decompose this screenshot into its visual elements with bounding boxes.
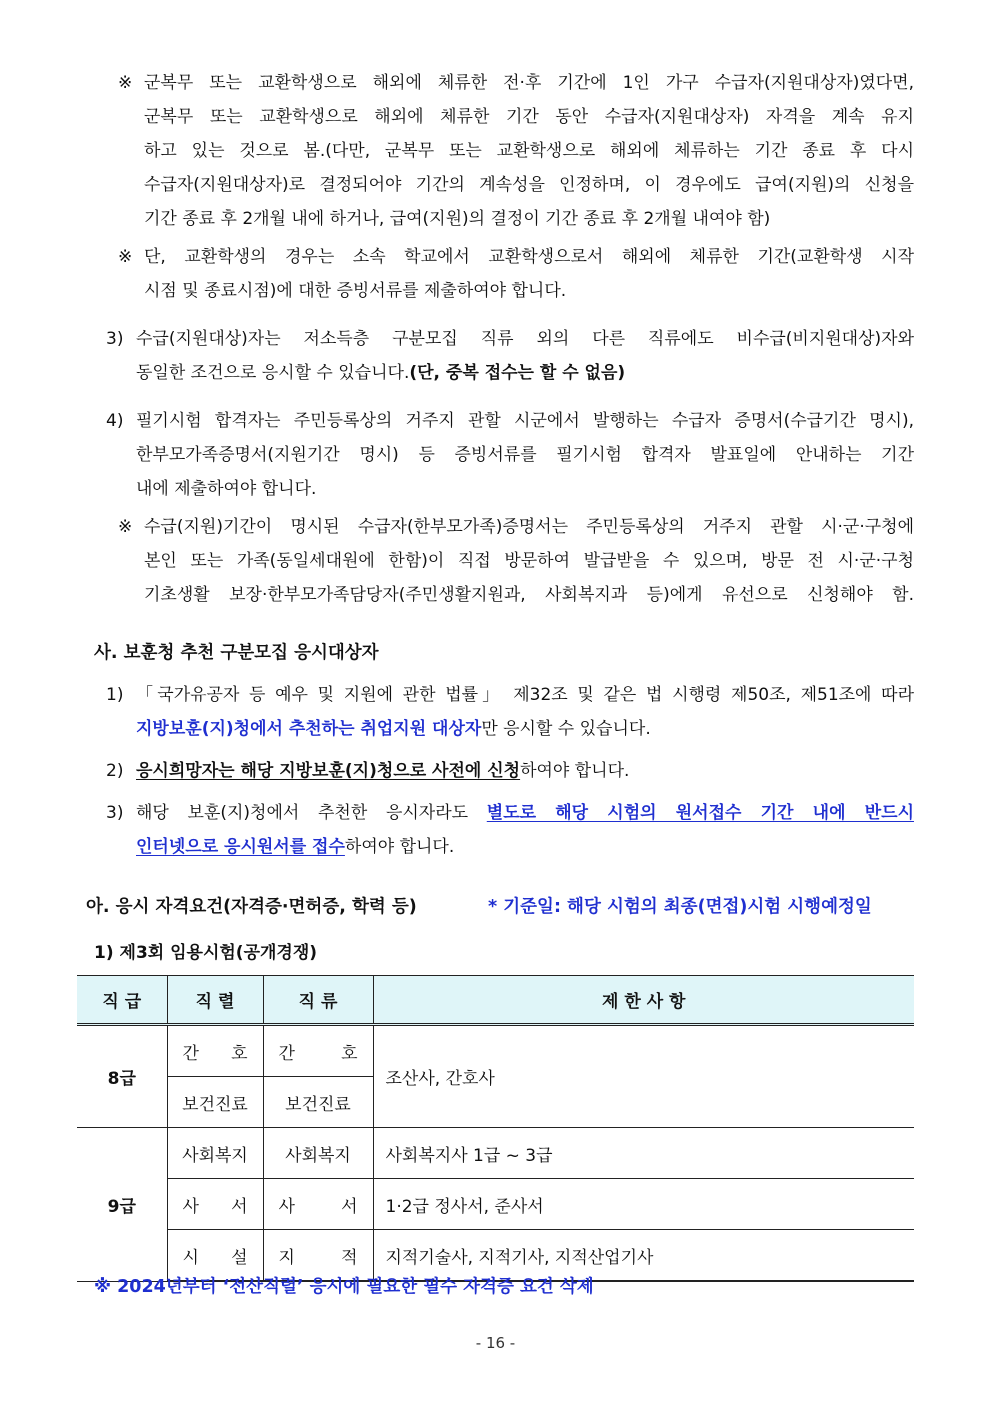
item-number: 3) — [106, 329, 124, 349]
class-cell: 보건진료 — [263, 1077, 373, 1128]
sa-item1-line1: 「국가유공자 등 예우 및 지원에 관한 법률」 제32조 및 같은 법 시행령 제50조, 제51조에 따라 — [136, 685, 914, 705]
item3-line2-text: 동일한 조건으로 응시할 수 있습니다. — [136, 363, 410, 383]
series-cell: 사회복지 — [167, 1128, 263, 1179]
class-char: 지 — [278, 1247, 295, 1268]
note-line: 군복무 또는 교환학생으로 해외에 체류한 전·후 기간에 1인 가구 수급자(지원대상자)였다면, — [144, 73, 914, 93]
restriction-cell: 조산사, 간호사 — [373, 1025, 914, 1128]
page-number: - 16 - — [475, 1334, 516, 1352]
class-cell — [263, 1179, 373, 1230]
note-line: 단, 교환학생의 경우는 소속 학교에서 교환학생으로서 해외에 체류한 기간(교환학생 시작 — [144, 247, 914, 267]
note-mark: ※ — [118, 247, 133, 267]
series-char: 호 — [231, 1043, 248, 1064]
item3-line1: 수급(지원대상)자는 저소득층 구분모집 직류 외의 다른 직류에도 비수급(비지원대상)자와 — [136, 329, 914, 349]
restriction-cell: 1·2급 정사서, 준사서 — [373, 1179, 914, 1230]
note-line: 시점 및 종료시점)에 대한 증빙서류를 제출하여야 합니다. — [144, 281, 567, 301]
sa-item3-line2 — [136, 830, 914, 864]
item-number: 4) — [106, 411, 124, 431]
sa-item2-tail: 하여야 합니다. — [520, 761, 630, 781]
sa-item3-text: 해당 보훈(지)청에서 추천한 응시자라도 — [136, 803, 487, 823]
note4-line: 기초생활 보장·한부모가족담당자(주민생활지원과, 사회복지과 등)에게 유선으로 신청해야 함. — [144, 585, 914, 605]
class-char: 적 — [341, 1247, 358, 1268]
series-char: 시 — [182, 1247, 199, 1268]
col-header-grade: 직 급 — [77, 976, 167, 1025]
section-a-basis-note: * 기준일: 해당 시험의 최종(면접)시험 시행예정일 — [488, 897, 872, 917]
item4-line: 필기시험 합격자는 주민등록상의 거주지 관할 시군에서 발행하는 수급자 증명서(수급기간 명시), — [136, 411, 914, 431]
table-row — [77, 1128, 914, 1179]
col-header-restriction: 제 한 사 항 — [373, 976, 914, 1025]
item-number: 2) — [106, 761, 124, 781]
sa-item1-highlight: 지방보훈(지)청에서 추천하는 취업지원 대상자 — [136, 719, 482, 739]
item3-line2-bold: (단, 중복 접수는 할 수 없음) — [409, 363, 626, 383]
grade-cell: 8급 — [77, 1025, 167, 1128]
item4-line: 한부모가족증명서(지원기간 명시) 등 증빙서류를 필기시험 합격자 발표일에 안내하는 기간 — [136, 445, 914, 465]
note-mark: ※ — [118, 517, 133, 537]
series-char: 사 — [182, 1196, 199, 1217]
sa-item1-tail: 만 응시할 수 있습니다. — [481, 719, 651, 739]
class-cell: 사회복지 — [263, 1128, 373, 1179]
note4-line: 수급(지원)기간이 명시된 수급자(한부모가족)증명서는 주민등록상의 거주지 관할 시·군·구청에 — [144, 517, 914, 537]
series-cell — [167, 1179, 263, 1230]
sa-item3-line1 — [136, 796, 914, 830]
restriction-cell: 지적기술사, 지적기사, 지적산업기사 — [373, 1230, 914, 1282]
class-char: 호 — [341, 1043, 358, 1064]
item3-line2 — [136, 356, 914, 390]
series-cell — [167, 1025, 263, 1077]
sa-item2-underlined: 응시희망자는 해당 지방보훈(지)청으로 사전에 신청 — [136, 761, 521, 781]
note-line: 수급자(지원대상자)로 결정되어야 기간의 계속성을 인정하며, 이 경우에도 급여(지원)의 신청을 — [144, 175, 914, 195]
class-char: 간 — [278, 1043, 295, 1064]
item4-line: 내에 제출하여야 합니다. — [136, 479, 317, 499]
requirements-table — [77, 975, 914, 1282]
series-char: 간 — [182, 1043, 199, 1064]
class-cell — [263, 1025, 373, 1077]
sa-item3-highlight: 별도로 해당 시험의 원서접수 기간 내에 반드시 — [486, 803, 914, 823]
footer-note: ※ 2024년부터 ‘전산직렬’ 응시에 필요한 필수 자격증 요건 삭제 — [94, 1277, 594, 1297]
sa-item1-line2 — [136, 712, 914, 746]
note-line: 기간 종료 후 2개월 내에 하거나, 급여(지원)의 결정이 기간 종료 후 2개월 내여야 함) — [144, 209, 771, 229]
col-header-class: 직 류 — [263, 976, 373, 1025]
series-char: 서 — [231, 1196, 248, 1217]
note-mark: ※ — [118, 73, 133, 93]
note4-line: 본인 또는 가족(동일세대원에 한함)이 직접 방문하여 발급받을 수 있으며, 방문 전 시·군·구청 — [144, 551, 914, 571]
class-char: 사 — [278, 1196, 295, 1217]
restriction-cell: 사회복지사 1급 ~ 3급 — [373, 1128, 914, 1179]
note-line: 하고 있는 것으로 봄.(다만, 군복무 또는 교환학생으로 해외에 체류하는 기간 종료 후 다시 — [144, 141, 914, 161]
table-row — [77, 1179, 914, 1230]
section-a-subtitle: 1) 제3회 임용시험(공개경쟁) — [94, 943, 318, 963]
table-header-row — [77, 976, 914, 1025]
col-header-series: 직 렬 — [167, 976, 263, 1025]
sa-item2-line — [136, 754, 914, 788]
table-row — [77, 1025, 914, 1077]
sa-item3-highlight2: 인터넷으로 응시원서를 접수 — [136, 837, 345, 857]
item-number: 3) — [106, 803, 124, 823]
note-line: 군복무 또는 교환학생으로 해외에 체류한 기간 동안 수급자(지원대상자) 자격을 계속 유지 — [144, 107, 914, 127]
class-char: 서 — [341, 1196, 358, 1217]
grade-cell: 9급 — [77, 1128, 167, 1282]
item-number: 1) — [106, 685, 124, 705]
sa-item3-tail: 하여야 합니다. — [344, 837, 455, 857]
series-cell: 보건진료 — [167, 1077, 263, 1128]
section-sa-title: 사. 보훈청 추천 구분모집 응시대상자 — [94, 643, 379, 663]
series-char: 설 — [231, 1247, 248, 1268]
section-a-title: 아. 응시 자격요건(자격증·면허증, 학력 등) — [86, 897, 417, 917]
